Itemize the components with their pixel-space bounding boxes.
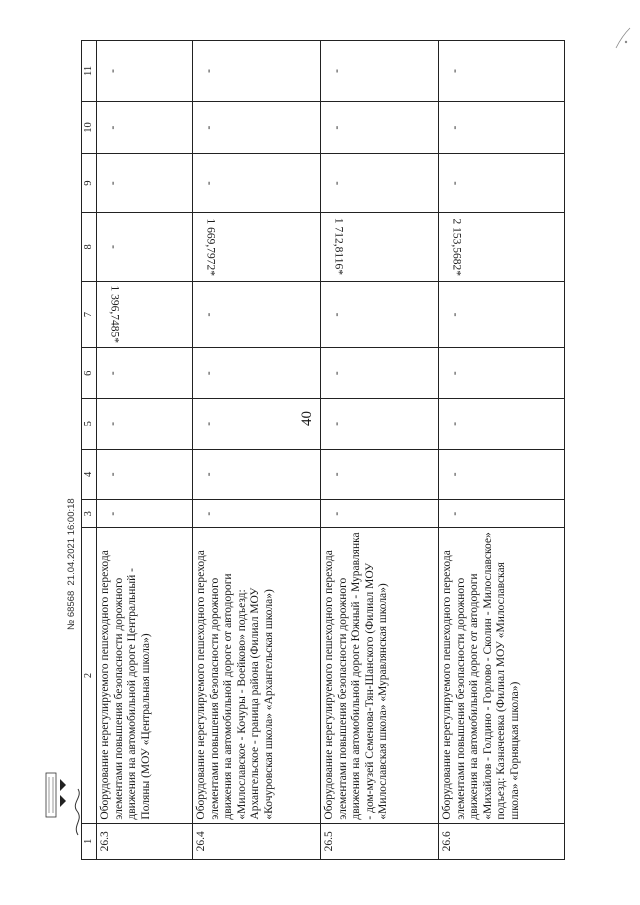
signature-icon <box>68 645 88 845</box>
registration-number: № 68568 <box>66 590 77 630</box>
cell-col10: - <box>193 101 321 154</box>
cell-col9: - <box>321 154 439 213</box>
column-header: 10 <box>82 101 97 154</box>
cell-col4: - <box>193 449 321 500</box>
cell-col3: - <box>97 500 193 528</box>
cell-value: 1 396,7485* <box>108 285 121 344</box>
cell-value: 2 153,5682* <box>450 218 463 276</box>
column-header: 9 <box>82 154 97 213</box>
cell-col5: - <box>193 398 321 449</box>
cell-col8 <box>439 212 565 281</box>
cell-col11: - <box>321 41 439 102</box>
cell-value: 1 669,7972* <box>204 218 217 276</box>
cell-col7: - <box>193 281 321 348</box>
cell-col3: - <box>439 500 565 528</box>
rotated-landscape-page <box>81 40 563 860</box>
cell-col10: - <box>439 101 565 154</box>
row-number: 26.5 <box>321 823 439 859</box>
cell-col8: - <box>97 212 193 281</box>
cell-col7: - <box>439 281 565 348</box>
registration-stamp-icon <box>40 765 70 825</box>
cell-col10: - <box>321 101 439 154</box>
cell-col6: - <box>193 348 321 399</box>
cell-col4: - <box>321 449 439 500</box>
cell-col5: - <box>439 398 565 449</box>
table-row <box>193 41 321 860</box>
table-row <box>439 41 565 860</box>
column-header: 1 <box>82 823 97 859</box>
row-number: 26.3 <box>97 823 193 859</box>
measures-table <box>81 40 565 860</box>
scan-mark-icon <box>612 22 634 52</box>
column-header: 5 <box>82 398 97 449</box>
cell-col7 <box>97 281 193 348</box>
cell-col5: - <box>321 398 439 449</box>
cell-col8 <box>193 212 321 281</box>
registration-datetime: 21.04.2021 16:00:18 <box>66 498 77 586</box>
cell-col3: - <box>193 500 321 528</box>
column-header: 8 <box>82 212 97 281</box>
cell-value: 1 712,8116* <box>332 218 345 276</box>
cell-col5: - <box>97 398 193 449</box>
row-description: Оборудование нерегулируемого пешеходного перехода элементами повышения безопасности дорожного движения на автомобильной дороге от автодороги «Милославское - Кочуры - Воейково» подъезд: Архангельское - граница района (Филиал МОУ «Кочуровская школа» «Архангельская школа») <box>193 528 321 823</box>
column-header: 3 <box>82 500 97 528</box>
cell-col10: - <box>97 101 193 154</box>
table-row <box>97 41 193 860</box>
cell-col9: - <box>97 154 193 213</box>
row-number: 26.6 <box>439 823 565 859</box>
cell-col4: - <box>439 449 565 500</box>
cell-col11: - <box>439 41 565 102</box>
cell-col9: - <box>193 154 321 213</box>
cell-col6: - <box>321 348 439 399</box>
row-description: Оборудование нерегулируемого пешеходного перехода элементами повышения безопасности дорожного движения на автомобильной дороге Центральный - Поляны (МОУ «Центральная школа») <box>97 528 193 823</box>
cell-col6: - <box>97 348 193 399</box>
column-header: 11 <box>82 41 97 102</box>
cell-col4: - <box>97 449 193 500</box>
cell-col6: - <box>439 348 565 399</box>
column-header: 6 <box>82 348 97 399</box>
cell-col11: - <box>193 41 321 102</box>
column-header: 2 <box>82 528 97 823</box>
row-description: Оборудование нерегулируемого пешеходного перехода элементами повышения безопасности дорожного движения на автомобильной дороге Южный - Муравлянка - дом-музей Семенова-Тян-Шанского (Филиал МОУ «Милославская школа» «Муравлянская школа») <box>321 528 439 823</box>
column-header: 7 <box>82 281 97 348</box>
row-description: Оборудование нерегулируемого пешеходного перехода элементами повышения безопасности дорожного движения на автомобильной дороге от автодороги «Михайлов - Голдино - Горлово - Сколин - Милославское» подъезд: Казначеевка (Филиал МОУ «Милославская школа» «Горняцкая школа») <box>439 528 565 823</box>
row-number: 26.4 <box>193 823 321 859</box>
cell-col8 <box>321 212 439 281</box>
column-header: 4 <box>82 449 97 500</box>
page-number: 40 <box>299 411 315 426</box>
cell-col9: - <box>439 154 565 213</box>
document-table-container <box>81 40 563 860</box>
cell-col11: - <box>97 41 193 102</box>
cell-col7: - <box>321 281 439 348</box>
cell-col3: - <box>321 500 439 528</box>
table-row <box>321 41 439 860</box>
